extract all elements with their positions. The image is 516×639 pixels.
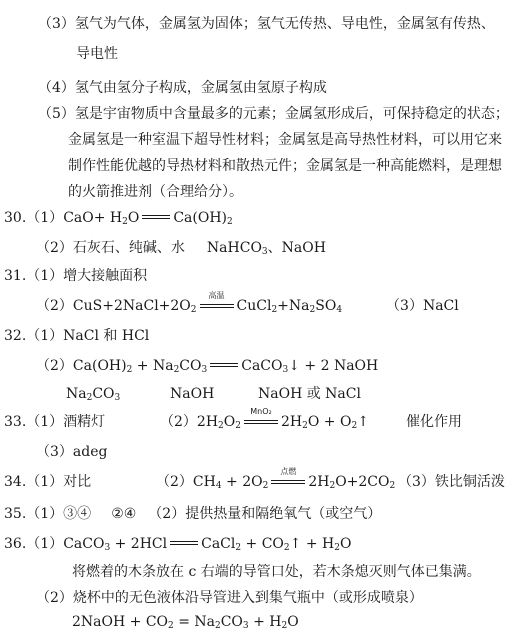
q32-line1: 32.（1）NaCl 和 HCl — [4, 328, 150, 344]
q36-line2: 将燃着的木条放在 c 右端的导管口处，若木条熄灭则气体已集满。 — [72, 564, 481, 580]
q29-item5-line3: 制作性能优越的导热材料和散热元件；金属氢是一种高能燃料，是理想 — [68, 158, 502, 174]
q33-line1: 33.（1）酒精灯 — [4, 414, 106, 430]
q29-item5-line2: 金属氢是一种室温下超导性材料；金属氢是高导热性材料，可以用它来 — [68, 132, 502, 148]
reaction-condition-arrow: 点燃 — [271, 474, 305, 488]
q29-item4: （4）氢气由氢分子构成，金属氢由氢原子构成 — [38, 80, 327, 96]
question-number: 33. — [4, 414, 27, 430]
question-number: 35. — [4, 506, 27, 522]
q32-answer-c: NaOH 或 NaCl — [258, 386, 361, 402]
q33-part3: （3）adeg — [36, 444, 108, 460]
q33-note: 催化作用 — [406, 414, 462, 430]
question-number: 36. — [4, 536, 27, 552]
q36-line3: （2）烧杯中的无色液体沿导管进入到集气瓶中（或形成喷泉） — [36, 590, 423, 606]
q30-line2: （2）石灰石、纯碱、水 NaHCO$_3$、NaOH — [36, 240, 326, 257]
q32-answer-b: NaOH — [170, 386, 215, 402]
q29-item3-line1: （3）氢气为气体，金属氢为固体；氢气无传热、导电性，金属氢有传热、 — [38, 16, 495, 32]
q29-item5-line4: 的火箭推进剂（合理给分）。 — [68, 184, 243, 200]
q34-part3: （3）铁比铜活泼 — [398, 474, 505, 490]
q31-line2: $(2)CuS+2NaCl+2O_2$ 高温 $CuCl_2+Na_2SO_4$ （3）NaCl — [36, 291, 459, 315]
reaction-condition-arrow: MnO₂ — [244, 414, 278, 428]
q29-item5-line1: （5）氢是宇宙物质中含量最多的元素；金属氢形成后，可保持稳定的状态； — [38, 106, 509, 122]
question-number: 31. — [4, 268, 27, 284]
q29-item3-line2: 导电性 — [76, 46, 118, 62]
q31-line1: 31.（1）增大接触面积 — [4, 268, 148, 284]
equals-sign — [170, 537, 198, 549]
q36-line1: 36.（1）CaCO$_3$ + 2HCl CaCl$_2$ + $CO_2↑ + H_2O$ — [4, 536, 352, 553]
q34-part2: $(2)CH_4 + 2O_2$ 点燃 $2H_2O+2CO_2$ — [156, 467, 396, 491]
q34-line1: 34.（1）对比 — [4, 474, 92, 490]
q32-line2: $(2)Ca(OH)_2 + Na_2CO_3$ CaCO$_3$↓ + 2 NaOH — [36, 358, 379, 375]
q32-line3: $Na_2CO_3$ — [66, 386, 121, 403]
q36-line4: 2NaOH + $CO_2 = Na_2CO_3 + H_2O$ — [72, 614, 299, 631]
question-number: 30. — [4, 210, 27, 226]
equals-sign — [142, 211, 170, 223]
part-label: （1） — [26, 210, 64, 226]
q35-line1: 35.（1）③④ ②④ （2）提供热量和隔绝氧气（或空气） — [4, 506, 382, 522]
equals-sign — [210, 359, 238, 371]
q33-part2: $(2)2H_2O_2$ MnO₂ $2H_2O$ + $O_2↑$ — [160, 407, 369, 431]
reaction-condition-arrow: 高温 — [200, 298, 234, 312]
question-number: 34. — [4, 474, 27, 490]
question-number: 32. — [4, 328, 27, 344]
q30-line1: $30.(1)CaO+ H_2O$ $Ca(OH)_2$ — [4, 210, 233, 227]
